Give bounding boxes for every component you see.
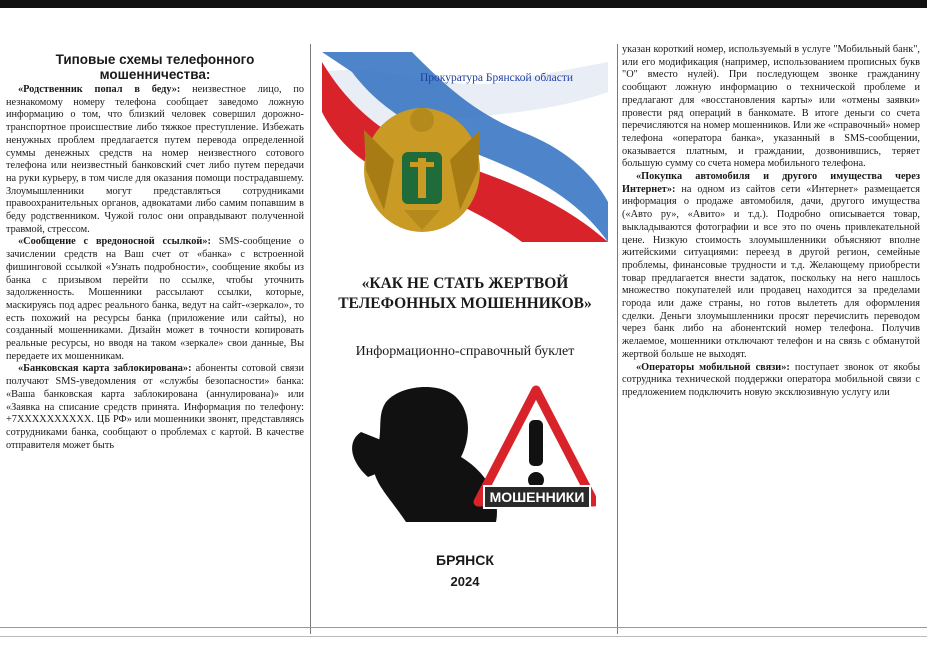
left-panel-title: Типовые схемы телефонного мошенничества:: [55, 52, 255, 82]
scheme-heading: «Родственник попал в беду»:: [18, 84, 181, 95]
warning-triangle-icon: [478, 390, 594, 508]
top-dark-edge: [0, 0, 927, 8]
scheme-text: абоненты сотовой связи получают SMS-уведомления от «службы безопасности» банка: «Ваша банковская карта заблокирована (аннулирована)» или «Заявка на списание средств принята. Информация по телефону: +7XXXXXXXXXX. ЦБ РФ» или мошенники звонят, представляясь сотрудниками банка, сообщают о проблемах с картой. В качестве отправителя может быть: [6, 363, 304, 451]
fraudsters-sign-label: МОШЕННИКИ: [489, 489, 585, 505]
booklet-title-line2: ТЕЛЕФОННЫХ МОШЕННИКОВ»: [338, 295, 592, 312]
scheme-malicious-link: [6, 236, 304, 363]
scan-edge-line: [0, 627, 927, 628]
booklet-subtitle: Информационно-справочный буклет: [355, 344, 575, 359]
booklet-title-line1: «КАК НЕ СТАТЬ ЖЕРТВОЙ: [361, 275, 569, 292]
scheme-heading: «Банковская карта заблокирована»:: [18, 363, 192, 375]
city-name: БРЯНСК: [436, 552, 494, 568]
publication-year: 2024: [450, 574, 480, 589]
scan-edge-line: [0, 636, 927, 637]
scheme-card-blocked: [6, 363, 304, 452]
scheme-relative-in-trouble: [6, 84, 304, 236]
fold-line-left: [310, 44, 311, 634]
scheme-mobile-operators: [622, 362, 920, 400]
right-panel: [622, 44, 920, 634]
scheme-text: поступает звонок от якобы сотрудника технической поддержки оператора мобильной связи с предложением подключить новую эксклюзивную услугу или: [622, 361, 920, 398]
card-blocked-continued: [622, 44, 920, 171]
scheme-text: на одном из сайтов сети «Интернет» размещается информация о продаже автомобиля, дачи, другого имущества («Авто ру», «Авито» и т.д.). Подробно описывается товар, выкладываются фотографии и все это по очень привлекательной цене. Низкую стоимость злоумышленники объясняют вполне житейскими ситуациями: переезд в другой регион, семейные проблемы, финансовые трудности и т.д. Желающему приобрести товар предлагается внести задаток, поскольку на него нашлось множество покупателей или продавец находится за пределами города или даже страны, но готов вылететь для оформления сделки. Деньги злоумышленники просят перечислить переводом через банк либо на абонентский номер телефона. Получив желаемое, мошенники отключают телефон и на связь с обманутой жертвой больше не выходят.: [622, 183, 920, 360]
cover-panel: [316, 44, 614, 629]
scheme-text: неизвестное лицо, по незнакомому номеру телефона сообщает заведомо ложную информацию о том, что близкий человек совершил дорожно-транспортное происшествие либо тяжкое преступление. Избежать ненужных проблем предлагается путем перевода определенной суммы денежных средств на номер неизвестного сотового телефона или неизвестный банковский счет либо путем передачи на руки курьеру, в том числе для оказания помощи пострадавшему. Злоумышленники могут представляться сотрудниками правоохранительных органов, адвокатами либо самим попавшим в беду родственником. Чужой голос они оправдывают полученной травмой, стрессом.: [6, 84, 304, 235]
organization-name: Прокуратура Брянской области: [420, 72, 574, 84]
scheme-heading: «Операторы мобильной связи»:: [636, 361, 790, 373]
fraud-illustration: [346, 382, 596, 522]
scheme-text: указан короткий номер, используемый в услуге "Мобильный банк", или его модификация (например, использованием прописных букв "О" вместо нулей). При последующем звонке гражданину сообщают ложную информацию о технической проблеме и предлагают для «восстановления карты» или «отмены заявки» провести ряд операций в банкомате. В итоге деньги со счета перечисляются на номер мошенников. Или же «справочный» номер телефона «оператора банка», указанный в SMS-сообщении, оказывается платным, и граждании, дозвонившись, теряет большую сумму со счета номера мобильного телефона.: [622, 44, 920, 170]
eagle-emblem-icon: [364, 108, 480, 232]
scheme-text: SMS-сообщение о зачислении средств на Ваш счет от «банка» с встроенной фишинговой ссылкой «Узнать подробности», сообщение якобы из банка с призывом перейти по ссылке, чтобы уточнить задолженность. Мошенники рассылают ссылки, которые, маскируясь под адрес реального банка, ведут на сайт-«зеркало», то есть похожий на ресурсы банка (приложение или сайты), но созданный мошенниками. Дизайн может в точности копировать реальные ресурсы, но вводя на таком «зеркале» свои данные, Вы передаете их мошенникам.: [6, 236, 304, 362]
left-panel: [6, 44, 304, 629]
fold-line-right: [617, 44, 618, 634]
scheme-heading: «Покупка автомобиля и другого имущества через Интернет»:: [622, 171, 920, 195]
scheme-heading: «Сообщение с вредоносной ссылкой»:: [18, 236, 211, 248]
scheme-online-purchase: [622, 171, 920, 362]
booklet-title: [316, 274, 614, 314]
